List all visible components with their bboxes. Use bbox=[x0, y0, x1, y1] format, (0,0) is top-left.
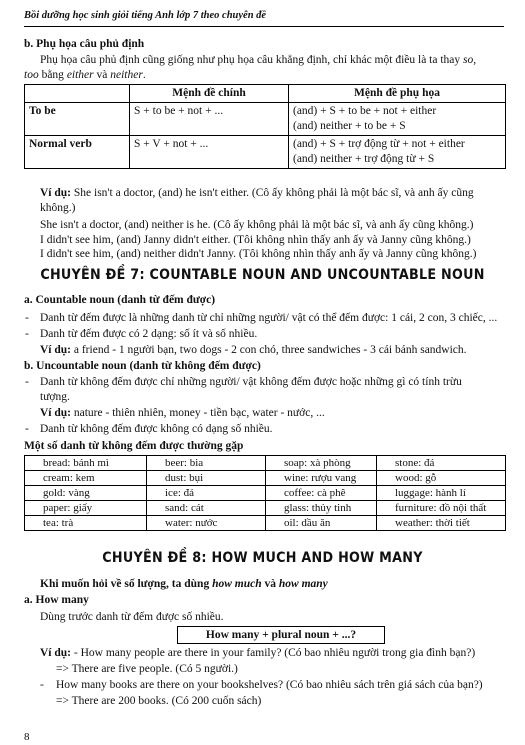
uncountable-heading: b. Uncountable noun (danh từ không đếm được) bbox=[24, 360, 261, 372]
noun-cell: glass: thủy tinh bbox=[266, 501, 377, 516]
noun-cell: beer: bia bbox=[147, 456, 266, 471]
noun-list-heading: Một số danh từ không đếm được thường gặp bbox=[24, 440, 244, 452]
list-item: Danh từ không đếm được không có dạng số nhiều. bbox=[40, 423, 273, 435]
bullet-dash: - bbox=[25, 328, 29, 340]
how-many-heading: a. How many bbox=[24, 594, 89, 606]
example-line: Ví dụ: - How many people are there in your family? (Có bao nhiêu người trong gia đình bạn?) bbox=[40, 647, 476, 659]
table-row bbox=[25, 486, 506, 501]
list-item-cont: tượng. bbox=[40, 391, 70, 403]
uncountable-noun-table bbox=[24, 455, 506, 531]
noun-cell: gold: vàng bbox=[25, 486, 147, 501]
example-line: Ví dụ: She isn't a doctor, (and) he isn't either. (Cô ấy không phải là một bác sĩ, và anh ấy cũng bbox=[40, 187, 474, 199]
example-answer: => There are five people. (Có 5 người.) bbox=[56, 663, 238, 675]
table-row bbox=[25, 456, 506, 471]
noun-cell: paper: giấy bbox=[25, 501, 147, 516]
example-line: Ví dụ: nature - thiên nhiên, money - tiền bạc, water - nước, ... bbox=[40, 407, 325, 419]
bullet-dash: - bbox=[40, 679, 44, 691]
table-row bbox=[25, 103, 506, 136]
running-header: Bồi dưỡng học sinh giỏi tiếng Anh lớp 7 theo chuyên đề bbox=[24, 8, 504, 27]
bullet-dash: - bbox=[25, 423, 29, 435]
chapter-7-title: CHUYÊN ĐỀ 7: COUNTABLE NOUN AND UNCOUNTABLE NOUN bbox=[40, 267, 485, 283]
table-header-cell: Mệnh đề chính bbox=[130, 85, 289, 103]
example-line: không.) bbox=[40, 202, 76, 214]
main-clause: S + to be + not + ... bbox=[130, 103, 289, 136]
list-item: Danh từ đếm được là những danh từ chỉ những người/ vật có thể đếm được: 1 cái, 2 con, 3 chiếc, ... bbox=[40, 312, 498, 324]
chapter-8-intro: Khi muốn hỏi về số lượng, ta dùng how much và how many bbox=[40, 578, 328, 590]
example-answer: => There are 200 books. (Có 200 cuốn sách) bbox=[56, 695, 262, 707]
noun-cell: weather: thời tiết bbox=[377, 516, 506, 531]
bullet-dash: - bbox=[25, 376, 29, 388]
table-row bbox=[25, 471, 506, 486]
noun-cell: furniture: đồ nội thất bbox=[377, 501, 506, 516]
noun-cell: cream: kem bbox=[25, 471, 147, 486]
table-header-row bbox=[25, 85, 506, 103]
noun-cell: oil: dầu ăn bbox=[266, 516, 377, 531]
noun-cell: wood: gỗ bbox=[377, 471, 506, 486]
main-clause: S + V + not + ... bbox=[130, 136, 289, 169]
example-line: I didn't see him, (and) neither didn't Janny. (Tôi không nhìn thấy anh ấy và Janny cũng không.) bbox=[40, 248, 477, 260]
table-header-cell bbox=[25, 85, 130, 103]
section-b-intro: Phụ họa câu phủ định cũng giống như phụ họa câu khẳng định, chỉ khác một điều là ta thay so, bbox=[40, 54, 477, 66]
row-label: To be bbox=[25, 103, 130, 136]
table-row bbox=[25, 516, 506, 531]
section-b-heading: b. Phụ họa câu phủ định bbox=[24, 38, 145, 50]
countable-heading: a. Countable noun (danh từ đếm được) bbox=[24, 294, 216, 306]
noun-cell: sand: cát bbox=[147, 501, 266, 516]
example-line: She isn't a doctor, (and) neither is he. (Cô ấy không phải là một bác sĩ, và anh ấy cũng không.) bbox=[40, 219, 474, 231]
noun-cell: tea: trà bbox=[25, 516, 147, 531]
sub-clause: (and) + S + to be + not + either (and) neither + to be + S bbox=[289, 103, 506, 136]
bullet-dash: - bbox=[25, 312, 29, 324]
noun-cell: soap: xà phòng bbox=[266, 456, 377, 471]
section-b-intro-cont: too bằng either và neither. bbox=[24, 69, 146, 81]
formula-box: How many + plural noun + ...? bbox=[177, 626, 385, 644]
example-line: I didn't see him, (and) Janny didn't either. (Tôi không nhìn thấy anh ấy và Janny cũng không.) bbox=[40, 234, 471, 246]
table-row bbox=[25, 501, 506, 516]
row-label: Normal verb bbox=[25, 136, 130, 169]
noun-cell: dust: bụi bbox=[147, 471, 266, 486]
sub-clause: (and) + S + trợ động từ + not + either (and) neither + trợ động từ + S bbox=[289, 136, 506, 169]
noun-cell: water: nước bbox=[147, 516, 266, 531]
list-item: Danh từ đếm được có 2 dạng: số ít và số nhiều. bbox=[40, 328, 258, 340]
noun-cell: luggage: hành lí bbox=[377, 486, 506, 501]
table-header-cell: Mệnh đề phụ họa bbox=[289, 85, 506, 103]
chapter-8-title: CHUYÊN ĐỀ 8: HOW MUCH AND HOW MANY bbox=[102, 550, 423, 566]
noun-cell: ice: đá bbox=[147, 486, 266, 501]
noun-cell: bread: bánh mì bbox=[25, 456, 147, 471]
example-line: How many books are there on your bookshelves? (Có bao nhiêu sách trên giá sách của bạn?) bbox=[56, 679, 483, 691]
how-many-desc: Dùng trước danh từ đếm được số nhiều. bbox=[40, 611, 224, 623]
noun-cell: coffee: cà phê bbox=[266, 486, 377, 501]
page-number: 8 bbox=[24, 731, 30, 743]
noun-cell: stone: đá bbox=[377, 456, 506, 471]
table-row bbox=[25, 136, 506, 169]
noun-cell: wine: rượu vang bbox=[266, 471, 377, 486]
agreement-table bbox=[24, 84, 506, 169]
list-item: Danh từ không đếm được chỉ những người/ vật không đếm được hoặc những gì có tính trừu bbox=[40, 376, 462, 388]
example-line: Ví dụ: a friend - 1 người bạn, two dogs - 2 con chó, three sandwiches - 3 cái bánh sandwich. bbox=[40, 344, 467, 356]
